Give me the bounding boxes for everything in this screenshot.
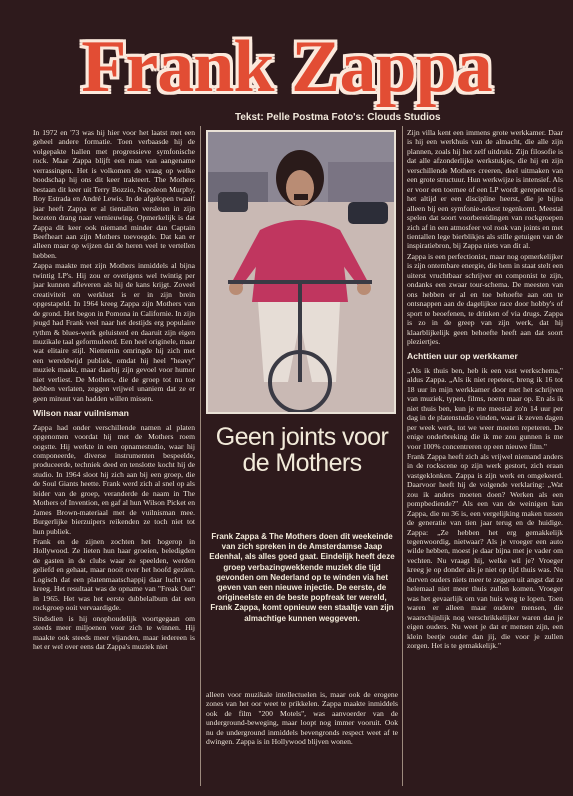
article-headline: Geen joints voor de Mothers — [215, 423, 389, 477]
article-column-middle-bottom — [206, 690, 398, 790]
page-title: Frank Zappa — [81, 26, 492, 108]
paragraph: Zappa maakte met zijn Mothers inmiddels al bijna twintig LP's. Hij zou er overigens wel twintig per jaar kunnen afleveren als hij de kans krijgt. Zoveel creativiteit en werklust is er in zijn brein opgestapeld. In 1964 kreeg Zappa zijn Mothers van de grond. Het begon in Pomona in Californie. In zijn jeugd had Frank veel naar het destijds erg populaire rythm & blues-werk geluisterd en daaruit zijn eigen muzikale taal geformuleerd. Een heel originele, maar wat elitaire stijl. Niettemin omringde hij zich met een wereldwijd publiek, omdat hij heel "heavy" muziek maakt, maar daarbij zijn gevoel voor humor niet verliest. De Mothers, die de groep tot nu toe hebben verlaten, zeggen vrijwel unaniem dat ze er geen minuut van hadden willen missen. — [33, 261, 195, 403]
paragraph: „Als ik thuis ben, heb ik een vast werkschema," aldus Zappa. „Als ik niet repeteer, breng ik 16 tot 18 uur in mijn werkkamer door met het schrijven van muziek, typen, films, noem maar op. En als ik niet thuis ben, kun je me meestal zo'n 14 uur per dag in de platenstudio vinden, waar ik zeven dagen per week werk, tot we weer moeten repeteren. De enige onderbreking die ik me zou gunnen is me voor 100% concentreren op een nieuwe film." — [407, 365, 563, 451]
article-intro: Frank Zappa & The Mothers doen dit weekeinde van zich spreken in de Amsterdamse Jaap Edenhal, als alles goed gaat. Eindelijk heeft deze groep verbazingwekkende muziek die tijd gevonden om Nederland op te winden via het geven van een nieuwe injectie. De eerste, de origineelste en de beste popfreak ter wereld, Frank Zappa, komt opnieuw een staaltje van zijn almachtige kunnen weggeven. — [209, 532, 395, 623]
paragraph: alleen voor muzikale intellectuelen is, maar ook de erogene zones van het oor weet te prikkelen. Zappa maakte inmiddels ook de film "200 Motels", was aanvoerder van de underground-beweging, maar loopt nog immer vooruit. Ook nu de underground inmiddels bevengronds respect weet af te dwingen. Zappa is in Hollywood blijven wonen. — [206, 690, 398, 747]
article-column-left — [33, 128, 195, 788]
paragraph: Frank Zappa heeft zich als vrijwel niemand anders in de rockscene op zijn werk gestort, zich eraan vastgeklonken. Zappa is zijn werk en omgekeerd. Daarvoor heeft hij de volgende verklaring: „Wat zou ik anders moeten doen? Werken als een pompbediende?" Als een van de weinigen kan Zappa, die nu 36 is, een vergelijking maken tussen de generatie van tien jaar terug en de huidige. Zappa: „Ze hebben het erg gemakkelijk tegenwoordig, nietwaar? Als je vroeger een auto wilde hebben, moest je daar bijna met je vader om vechten. Nu vraagt hij, welke wil je? Vroeger kreeg je op donder als je niet op tijd thuis was. Nu durven ouders niets meer te zeggen uit angst dat ze helemaal niet meer thuis zullen komen. Vroeger was het gevaarlijk om van huis weg te lopen. Toen waren er alleen maar oudere mensen, die waarschijnlijk nog verschrikkelijker waren dan je eigen ouders. Nu weet je dat er mensen zijn, een klein beetje ouder dan jij, die voor je zullen zorgen. Het is te gemakkelijk." — [407, 451, 563, 651]
paragraph: Zijn villa kent een immens grote werkkamer. Daar is hij een werkhuis van de almacht, die alle zijn plannen, zoals hij het zelf uitdrukt. Zijn filosofie is dat alle afzonderlijke werkstukjes, die hij en zijn verschillende Mothers creeren, deel uitmaken van een grote structuur. Hun werkwijze is intensief. Als er voor een toernee of een LP wordt gerepeteerd is het altijd er een discipline heerst, die je bijna alleen bij een symfonie-orkest tegenkomt. Meestal spelen dat soort voorbereidingen van rockgroepen zich af in een atmosfeer vol rook van joints en met tientallen lege bierblikjes als stille getuigen van de inspiratiebron, bij Zappa niets van dit al. — [407, 128, 563, 251]
paragraph: Zappa had onder verschillende namen al platen opgenomen voordat hij met de Mothers roem oogstte. Hij werkte in een opnamestudio, waar hij componeerde, diverse instrumenten bespeelde, produceerde, techniek deed en tenslotte kocht hij de studio. In 1964 sloot hij zich aan bij een groep, die de Soul Giants heette. Frank werd zich al snel op als leider van de groep, veranderde de naam in The Mothers of Invention, en gaf al hun Wilson Picket en James Brown-materiaal met de vuilnisman mee. Burgerlijke bierzuipers reikenden ze toch niet tot hun publiek. — [33, 422, 195, 536]
section-heading: Achttien uur op werkkamer — [407, 351, 518, 362]
photo-illustration — [208, 132, 394, 412]
section-heading: Wilson naar vuilnisman — [33, 408, 129, 419]
paragraph: Sindsdien is hij onophoudelijk voortgegaan om steeds meer miljoenen voor zich te winnen. Hij maakte ook steeds meer vijanden, maar iedereen is het er wel over eens dat Zappa's muziek niet — [33, 613, 195, 652]
column-divider-left — [200, 126, 201, 786]
zappa-bicycle-photo — [206, 130, 396, 414]
paragraph: Frank en de zijnen zochten het hogerop in Hollywood. Ze lieten hun haar groeien, beledigden de gasten in de clubs waar ze speelden, werden geliefd en gehaat, maar nooit over het hoofd gezien. Logisch dat een platenmaatschappij daar lucht van kreeg. Het resultaat was de opname van "Freak Out" in 1965. Het was het eerste dubbelalbum dat een rockgroep ooit vervaardigde. — [33, 537, 195, 613]
byline-credits: Tekst: Pelle Postma Foto's: Clouds Studios — [235, 112, 441, 123]
article-column-right — [407, 128, 563, 790]
paragraph: Zappa is een perfectionist, maar nog opmerkelijker is zijn ontembare energie, die hem in staat stelt een uiterst vruchtbaar schrijver en componist te zijn, ondanks een zwaar tour-schema. De meesten van ons hebben er al en toe behoefte aan om te ontsnappen aan de dagelijkse race door hobby's of sport te beoefenen, te drinken of via drugs. Zappa is zo in de greep van zijn werk, dat hij klaarblijkelijk geen behoefte heeft aan dat soort pleziertjes. — [407, 251, 563, 346]
column-divider-right — [402, 126, 403, 786]
paragraph: In 1972 en '73 was hij hier voor het laatst met een geheel andere formatie. Toen verbaasde hij de volgepakte hallen met progressieve symfonische rock. Maar Zappa blijft een man van aangename verrassingen. Het is volkomen de vraag op welke boodschap hij ons dit keer trakteert. The Mothers bestaan dit keer uit Terry Bozzio, Napoleon Murphy, Roy Estrada en André Lewis. In de afgelopen twaalf jaar heeft Zappa er al tientallen versleten in zijn bezeten drang naar vernieuwing. Opmerkelijk is dat Zappa dit keer ook niemand minder dan Captain Beefheart aan zijn Mothers toevoegde. Dat kan er alleen maar op wijzen dat de heren veel te vertellen hebben. — [33, 128, 195, 260]
